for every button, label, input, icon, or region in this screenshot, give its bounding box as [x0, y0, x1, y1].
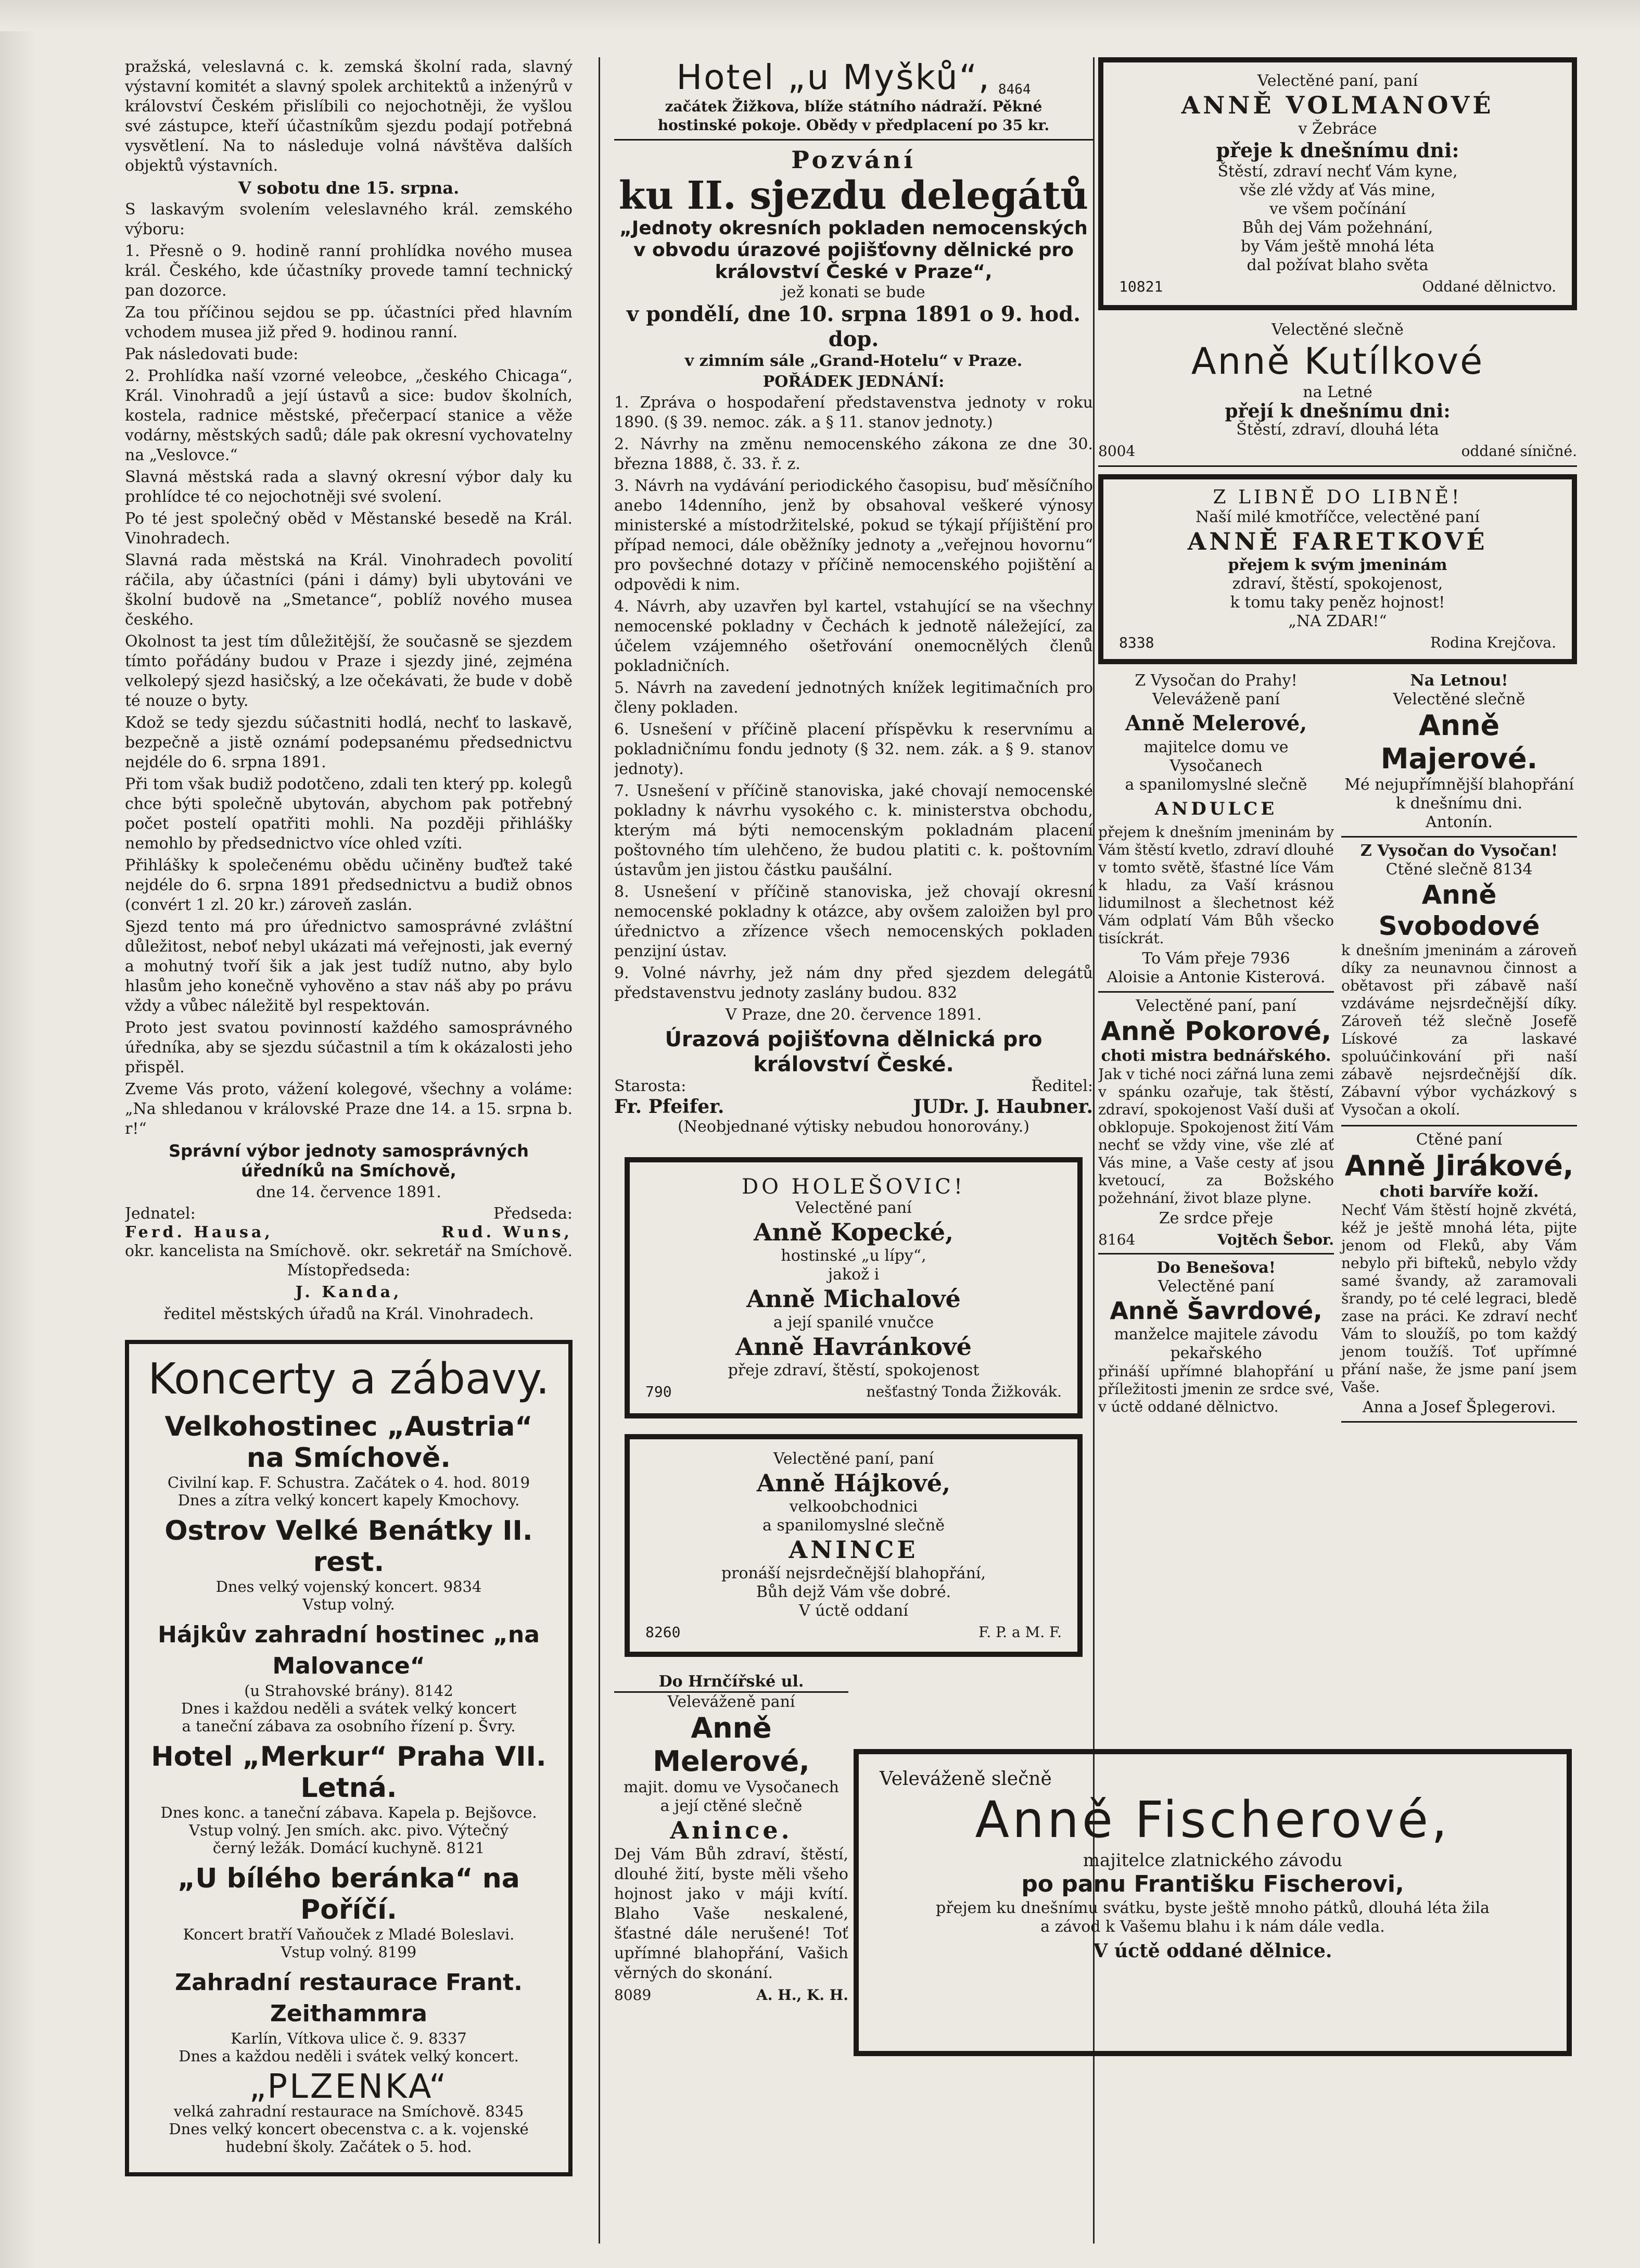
- venue-line: hudební školy. Začátek o 5. hod.: [225, 2138, 472, 2156]
- ad-footer: [614, 1986, 848, 2004]
- ad-body: k dnešním jmeninám a zároveň díky za neunavnou činnost a obětavost při zábavě naší vzdáváme nejsrdečnější díky. Zároveň též slečně Josefě Lískové za laskavé spoluúčinkování při naší zábavě nejsrdečnější dík. Zábavní výbor vycházkový s Vysočan a okolí.: [1341, 942, 1577, 1118]
- invitation: [614, 141, 1093, 1136]
- ad-line: a spanilomyslné slečně: [1125, 776, 1307, 794]
- ad-line: přejem ku dnešnímu svátku, byste ještě mnoho pátků, dlouhá léta žila: [936, 1899, 1490, 1917]
- ad-verse: vše zlé vždy ať Vás mine,: [1239, 181, 1436, 199]
- venue-line: Dnes velký vojenský koncert. 9834: [215, 1578, 482, 1595]
- venue-line: Dnes velký koncert obecenstva c. a k. vojenské: [169, 2120, 529, 2138]
- ad-line: Veleváženě paní: [667, 1693, 795, 1711]
- title-predseda: okr. sekretář na Smíchově.: [360, 1242, 573, 1260]
- venue-name: „PLZENKA“: [249, 2068, 449, 2106]
- venue-name: Hotel „Merkur“ Praha VII. Letná.: [151, 1741, 546, 1804]
- ad-volmanova: [1098, 57, 1577, 310]
- signature-org: Správní výbor jednoty samosprávných úředníků na Smíchově,: [169, 1141, 529, 1181]
- ad-body: Dej Vám Bůh zdraví, štěstí, dlouhé žití, byste měli všeho hojnost jako v máji kvítí. Blaho Vaše neskalené, šťastné dále nerušené! Toť upřímné blahopřání, Vašich věrných do skonání.: [614, 1845, 848, 1982]
- program-item: 3. Návrh na vydávání periodického časopisu, buď měsíčního anebo 14denního, jenž by obsahoval veškeré výnosy ministerské a místodržitelské, pokud se týkají příjištění pro případ nemoci, dále oběžníky jednoty a „veřejnou hovornu“ pro povšechné dotazy v příčině nemocenského pojištění a odpovědi k nim.: [614, 477, 1093, 594]
- ad-line: a její spanilé vnučce: [773, 1313, 934, 1332]
- ad-line: přeje zdraví, štěstí, spokojenost: [728, 1361, 980, 1379]
- ad-number: 8260: [645, 1624, 681, 1641]
- venue-name: „U bílého beránka“ na Poříčí.: [177, 1863, 520, 1925]
- program-item: 4. Návrh, aby uzavřen byl kartel, vstahující se na všechny nemocenské pokladny v Čechách k jednotě náležející, za účelem vzájemného ošetřování onemocnělých členů pokladničních.: [614, 598, 1093, 675]
- hotel-line-1: začátek Žižkova, blíže státního nádraží. Pěkné: [665, 98, 1043, 115]
- role-starosta: Starosta:: [614, 1077, 686, 1095]
- ad-name: Anně Melerové,: [653, 1712, 810, 1778]
- ad-verse: Bůh dej Vám požehnání,: [1242, 219, 1433, 237]
- hotel-line-2: hostinské pokoje. Obědy v předplacení po 35 kr.: [657, 117, 1050, 134]
- venue-line: Dnes i každou neděli a svátek velký koncert: [181, 1700, 517, 1717]
- ad-line: majitelce zlatnického závodu: [1083, 1850, 1343, 1871]
- ad-majerova: [1341, 671, 1577, 838]
- ad-name: Anně Pokorové,: [1101, 1016, 1331, 1046]
- column-rule-1: [599, 57, 600, 2244]
- program-item: 1. Zpráva o hospodaření představenstva jednoty v roku 1890. (§ 39. nemoc. zák. a § 11. stanov jednoty.): [614, 394, 1093, 432]
- ad-line: přejem k svým jmeninám: [1228, 556, 1447, 574]
- ad-footer: [1098, 1231, 1334, 1249]
- ad-signature: Antonín.: [1426, 813, 1493, 831]
- ad-line: Velectěné paní: [1158, 1277, 1275, 1296]
- paragraph-6: Slavná městská rada a slavný okresní výbor daly ku prohlídce té co nejochotněji své svolení.: [125, 468, 573, 506]
- ad-line: a její ctěné slečně: [660, 1797, 803, 1815]
- ad-line: zdraví, štěstí, spokojenost,: [1232, 575, 1443, 593]
- name-jednatel: Ferd. Hausa,: [125, 1223, 273, 1241]
- venue-line: Vstup volný. 8199: [281, 1943, 417, 1961]
- venue-plzenka: [142, 2068, 556, 2156]
- venue-line: černý ležák. Domácí kuchyně. 8121: [212, 1839, 485, 1857]
- program-item: 8. Usnešení v příčině stanoviska, jež chovají okresní nemocenské pokladny k otázce, aby ovšem zaloižen byl pro úřednictvo a zřízence všech nemocenských pokladen penzijní ústav.: [614, 883, 1093, 960]
- venue-line: Koncert bratří Vaňouček z Mladé Boleslavi.: [183, 1925, 515, 1943]
- ad-line: Veleváženě slečně: [880, 1768, 1052, 1790]
- hotel-name: Hotel „u Myšků“,: [676, 57, 991, 97]
- invitation-note: (Neobjednané výtisky nebudou honorovány.): [678, 1118, 1029, 1136]
- ad-line: Velectěné paní, paní: [773, 1450, 934, 1468]
- invitation-venue: v zimním sále „Grand-Hotelu“ v Praze.: [684, 352, 1023, 370]
- ad-footer: [1098, 442, 1577, 460]
- ad-line: k tomu taky peněz hojnost!: [1230, 593, 1445, 612]
- ad-kutilkova: [1098, 318, 1577, 467]
- venue-line: Dnes a každou neděli i svátek velký koncert.: [179, 2047, 519, 2065]
- ad-line: Ctěné slečně 8134: [1385, 860, 1533, 879]
- ad-number: 10821: [1119, 278, 1163, 295]
- ad-melerova-2: [1098, 671, 1334, 993]
- name-predseda: Rud. Wuns,: [441, 1223, 573, 1241]
- invitation-date: v pondělí, dne 10. srpna 1891 o 9. hod. dop.: [626, 302, 1081, 351]
- ad-name: Anně Hájkové,: [756, 1469, 951, 1497]
- vice-title: ředitel městských úřadů na Král. Vinohradech.: [163, 1305, 534, 1323]
- ad-line: v Žebráce: [1298, 120, 1377, 138]
- venue-line: velká zahradní restaurace na Smíchově. 8345: [173, 2102, 524, 2120]
- ad-number: 8338: [1119, 634, 1154, 651]
- venue-name: Velkohostinec „Austria“ na Smíchově.: [164, 1411, 533, 1474]
- ad-number: 8004: [1098, 442, 1136, 460]
- ad-signature: F. P. a M. F.: [978, 1624, 1062, 1641]
- ad-signature: A. H., K. H.: [756, 1986, 848, 2004]
- ad-name: Anně Šavrdové,: [1110, 1297, 1323, 1325]
- ad-signature: Rodina Krejčova.: [1430, 634, 1556, 651]
- ad-name: Anince.: [670, 1816, 793, 1844]
- page-edge-top: [0, 0, 1640, 31]
- ads-grid: [1098, 671, 1577, 1423]
- ad-verse: ve všem počínání: [1269, 200, 1406, 218]
- ad-line: Velectěné paní: [795, 1199, 912, 1217]
- venue-malovanka: [142, 1619, 556, 1735]
- ad-name: ANDULCE: [1154, 799, 1278, 819]
- venue-beranek: [142, 1863, 556, 1961]
- ad-name: Anně Svobodové: [1378, 880, 1540, 941]
- ad-signature: oddané síničné.: [1461, 442, 1577, 460]
- ad-line: manželce majitele závodu pekařského: [1114, 1325, 1318, 1362]
- ad-line: Ze srdce přeje: [1159, 1209, 1274, 1227]
- ad-fischerova: [854, 1749, 1572, 2056]
- ad-body: Nechť Vám štěstí hojně zkvétá, kéž je ještě mnohá léta, pijte jenom od Fleků, aby Vám nebylo při bifteků, nebylo vždy samé švandy, až zaramovali šrandy, po té celé legraci, bledě zase na práci. Ke zdraví nechť Vám to sloužíš, po tom každý jenom toužíš. Toť upřímné přání naše, že jsme paní jsem Vaše.: [1341, 1201, 1577, 1396]
- ad-verse: dal požívat blaho světa: [1247, 256, 1429, 274]
- ad-name: Anně Fischerové,: [975, 1791, 1451, 1849]
- hotel-number: 8464: [998, 82, 1031, 97]
- ad-holesovice-title: DO HOLEŠOVIC!: [742, 1175, 965, 1199]
- ad-line: na Letné: [1303, 383, 1372, 401]
- ad-head: Z Vysočan do Prahy!: [1135, 671, 1298, 690]
- ad-line: a závod k Vašemu blahu i k nám dále vedla.: [1040, 1918, 1385, 1936]
- paragraph-8: Slavná rada městská na Král. Vinohradech povolití ráčila, aby účastníci (páni i dámy) byli ubytováni ve školní budově na „Smetance“, poblíž nového musea českého.: [125, 551, 573, 629]
- ad-line: V úctě oddaní: [799, 1602, 908, 1620]
- ad-line: Naší milé kmotříčce, velectěné paní: [1196, 508, 1480, 526]
- venue-merkur: [142, 1741, 556, 1857]
- ad-name: Anně Kopecké,: [753, 1218, 954, 1246]
- ad-line: Bůh dejž Vám vše dobré.: [756, 1583, 951, 1601]
- program-item: 7. Usnešení v příčině stanoviska, jaké chovají nemocenské pokladny k návrhu vysokého c. k. ministerstva obchodu, kterým má býti nemocenským pokladnám placení poštovného tím ulehčeno, že budou platiti c. k. poštovním ústavům jen jistou částku paušální.: [614, 782, 1093, 879]
- ad-head: Z LIBNĚ DO LIBNĚ!: [1213, 487, 1463, 508]
- paragraph-3: Za tou příčinou sejdou se pp. účastníci před hlavním vchodem musea již před 9. hodinou ranní.: [125, 303, 573, 341]
- signature-roles: [125, 1205, 573, 1223]
- paragraph-15: Zveme Vás proto, vážení kolegové, všechny a voláme: „Na shledanou v královské Praze dne 14. a 15. srpna b. r!“: [125, 1080, 573, 1138]
- venue-line: (u Strahovské brány). 8142: [244, 1682, 453, 1700]
- ad-line: a spanilomyslné slečně: [762, 1516, 945, 1535]
- paragraph-5: 2. Prohlídka naší vzorné veleobce, „českého Chicaga“, Král. Vinohradů a její ústavů a sice: budov školních, kostela, radnice městské, přečerpací stanice a věže vodárny, městských sadů; dále pak okresní vychovatelny na „Veslovce.“: [125, 367, 573, 464]
- ad-line: Veleváženě paní: [1152, 690, 1280, 708]
- invitation-jednoty: „Jednoty okresních pokladen nemocenských v obvodu úrazové pojišťovny dělnické pro království České v Praze“,: [619, 218, 1088, 283]
- ad-line: choti barvíře koží.: [1379, 1183, 1539, 1201]
- ad-body: Jak v tiché noci zářná luna zemi v spánku ozařuje, tak štěstí, zdraví, spokojenost Vaší duši ať obklopuje. Spokojenost žití Vám nechť se vždy vine, vše zlé ať Vás mine, a Vaše cesty ať jsou kvetoucí, za Božského požehnání, život blaze plyne.: [1098, 1066, 1334, 1207]
- concerts-box: [125, 1340, 573, 2176]
- column-left: [125, 57, 573, 2244]
- ad-footer: [645, 1624, 1062, 1641]
- invitation-pozvani: Pozvání: [791, 146, 916, 174]
- paragraph-1: S laskavým svolením veleslavného král. zemského výboru:: [125, 200, 573, 238]
- vice-name: J. Kanda,: [295, 1283, 402, 1301]
- ad-verse: by Vám ještě mnohá léta: [1240, 237, 1435, 256]
- invitation-sjezd: ku II. sjezdu delegátů: [618, 173, 1089, 218]
- ad-number: 8164: [1098, 1231, 1136, 1248]
- paragraph-7: Po té jest společný oběd v Městanské besedě na Král. Vinohradech.: [125, 510, 573, 548]
- program-title: POŘÁDEK JEDNÁNÍ:: [762, 373, 945, 391]
- name-starosta: Fr. Pfeifer.: [614, 1096, 724, 1118]
- ad-line: Velectěné paní, paní: [1136, 997, 1296, 1015]
- hotel-ad: [614, 57, 1093, 141]
- paragraph-4: Pak následovati bude:: [125, 345, 299, 363]
- ad-line: přeje k dnešnímu dni:: [1216, 138, 1459, 162]
- ad-savrdova: [1098, 1255, 1334, 1422]
- signature-titles: [125, 1242, 573, 1261]
- pojistovna-names: [614, 1096, 1093, 1118]
- venue-line: Dnes konc. a taneční zábava. Kapela p. Bejšovce.: [160, 1804, 537, 1821]
- paragraph-10: Kdož se tedy sjezdu súčastniti hodlá, nechť to laskavě, bezpečně a jistě oznámí podepsanému předsednictvu nejdéle do 6. srpna 1891.: [125, 714, 573, 771]
- venue-austria: [142, 1411, 556, 1509]
- ad-line: choti mistra bednářského.: [1101, 1047, 1331, 1065]
- ad-footer: [1119, 634, 1556, 652]
- program-item: 5. Návrh na zavedení jednotných knížek legitimačních pro členy pokladen.: [614, 679, 1093, 717]
- ad-number: 8089: [614, 1986, 652, 2004]
- ad-footer: [1119, 278, 1556, 296]
- signature-names: [125, 1223, 573, 1242]
- ad-line: „NA ZDAR!“: [1288, 612, 1387, 630]
- ad-body: přináší upřímné blahopřání u příležitosti jmenin ze srdce své, v úctě oddané dělnictvo.: [1098, 1363, 1334, 1415]
- venue-line: Civilní kap. F. Schustra. Začátek o 4. hod. 8019: [167, 1474, 530, 1491]
- venue-line: Vstup volný. Jen smích. akc. pivo. Výtečný: [189, 1821, 508, 1839]
- ad-name: Anně Havránkové: [735, 1333, 972, 1361]
- paragraph-14: Proto jest svatou povinností každého samosprávného úředníka, aby se sjezdu súčastnil a tím k okázalosti jeho přispěl.: [125, 1019, 573, 1076]
- ad-body: přejem k dnešním jmeninám by Vám štěstí kvetlo, zdraví dlouhé v tomto světě, šťastné líce Vám k hladu, za Vaší krásnou lidumilnost a šlechetnost kéž Vám odplatí Vám Bůh všecko tisíckrát.: [1098, 823, 1334, 947]
- ads-grid-left: [1098, 671, 1334, 1423]
- venue-name: Ostrov Velké Benátky II. rest.: [164, 1515, 533, 1578]
- venue-line: a taneční zábava za osobního řízení p. Švry.: [182, 1717, 516, 1735]
- ad-footer: [645, 1383, 1062, 1401]
- venue-line: Vstup volný.: [302, 1595, 395, 1613]
- ad-holesovice: [625, 1157, 1083, 1418]
- ad-faretkova: [1098, 474, 1577, 664]
- ad-name: Anně Melerové,: [1125, 711, 1307, 736]
- ad-signature: Aloisie a Antonie Kisterová.: [1107, 968, 1326, 986]
- ad-signature: V úctě oddané dělnice.: [1093, 1940, 1332, 1962]
- ad-head: Na Letnou!: [1410, 671, 1508, 690]
- ad-signature: Oddané dělnictvo.: [1422, 278, 1556, 295]
- ad-line: velkoobchodnici: [789, 1498, 918, 1516]
- ad-name: Anně Michalové: [746, 1285, 961, 1313]
- ad-melerova: [614, 1673, 848, 2004]
- ad-signature: nešťastný Tonda Žižkovák.: [866, 1383, 1062, 1400]
- ad-line: po panu Františku Fischerovi,: [1021, 1871, 1404, 1897]
- paragraph-9: Okolnost ta jest tím důležitější, že současně se sjezdem tímto pořádány budou v Praze i sjezdy jiné, zejména velkolepý sjezd hasičský, a lze očekávati, že bude v době té nouze o byty.: [125, 632, 573, 710]
- paragraph-11: Při tom však budiž podotčeno, zdali ten který pp. kolegů chce býti společně ubytován, abychom pak potřebný počet postelí opatřiti mohli. Na později přihlášky nemohlo by předsednictvo více ohled vzíti.: [125, 775, 573, 853]
- invitation-jez: jež konati se bude: [782, 283, 925, 301]
- ad-line: pronáší nejsrdečnější blahopřání,: [721, 1564, 986, 1582]
- role-jednatel: Jednatel:: [125, 1205, 196, 1223]
- ad-body: Mé nejupřímnější blahopřání k dnešnímu dni.: [1344, 776, 1574, 813]
- program-item: 6. Usnešení v příčině placení příspěvku k reservnímu a pokladničnímu fondu jednoty (§ 32. nem. zák. a § 9. stanov jednoty).: [614, 720, 1093, 778]
- ad-line: Ctěné paní: [1416, 1131, 1503, 1149]
- ad-hajkova: [625, 1434, 1083, 1657]
- ad-line: Velectěné paní, paní: [1257, 72, 1418, 90]
- venue-line: Karlín, Vítkova ulice č. 9. 8337: [231, 2030, 467, 2047]
- ad-line: majitelce domu ve Vysočanech: [1143, 738, 1289, 775]
- ad-name: ANNĚ VOLMANOVÉ: [1181, 91, 1494, 119]
- ad-head: Do Hrnčířské ul.: [614, 1673, 848, 1693]
- title-jednatel: okr. kancelista na Smíchově.: [125, 1242, 351, 1260]
- ad-number: 790: [645, 1383, 672, 1400]
- ad-signature: Anna a Josef Šplegerovi.: [1362, 1398, 1556, 1416]
- ad-name: ANNĚ FARETKOVÉ: [1187, 527, 1488, 555]
- ad-name: Anně Majerové.: [1380, 709, 1538, 775]
- ad-line: hostinské „u lípy“,: [781, 1247, 926, 1265]
- signature-date: dne 14. července 1891.: [256, 1183, 441, 1201]
- ad-name: Anně Kutílkové: [1191, 340, 1484, 383]
- intro-paragraph: pražská, veleslavná c. k. zemská školní rada, slavný výstavní komitét a slavný spolek architektů a inženýrů v království Českém přislíbili co nejochotněji, že vyšlou své zástupce, kteří účastníkům sjezdu podají potřebná vysvětlení. Na to následuje volná návštěva dalších objektů výstavních.: [125, 58, 573, 175]
- venue-name: Hájkův zahradní hostinec „na Malovance“: [158, 1621, 540, 1679]
- page-edge-left: [0, 0, 36, 2268]
- ad-name: Anně Jirákové,: [1344, 1149, 1574, 1182]
- ad-signature: Vojtěch Šebor.: [1217, 1231, 1334, 1248]
- program-item: 9. Volné návrhy, jež nám dny před sjezdem delegátů představenstvu jednoty zaslány budou. 832: [614, 964, 1093, 1002]
- ad-head: Do Benešova!: [1156, 1259, 1276, 1277]
- ad-line: Štěstí, zdraví, dlouhá léta: [1236, 421, 1439, 439]
- venue-line: Dnes a zítra velký koncert kapely Kmochovy.: [177, 1491, 520, 1509]
- date-heading: V sobotu dne 15. srpna.: [238, 178, 460, 198]
- ad-svobodova: [1341, 838, 1577, 1126]
- ad-line: Velectěné slečně: [1393, 690, 1525, 708]
- ad-jirakova: [1341, 1126, 1577, 1423]
- ad-head: Z Vysočan do Vysočan!: [1360, 842, 1558, 860]
- ad-line: majit. domu ve Vysočanech: [624, 1778, 839, 1796]
- venue-name: Zahradní restaurace Frant. Zeithammra: [175, 1969, 523, 2027]
- venue-zeithammr: [142, 1967, 556, 2065]
- ad-line: Velectěné slečně: [1272, 321, 1404, 339]
- role-reditel: Ředitel:: [1031, 1077, 1093, 1095]
- pojistovna-name: Úrazová pojišťovna dělnická pro království České.: [665, 1028, 1043, 1076]
- paragraph-2: 1. Přesně o 9. hodině ranní prohlídka nového musea král. Českého, kde účastníky provede tamní technický pan dozorce.: [125, 242, 573, 300]
- ad-verse: Štěstí, zdraví nechť Vám kyne,: [1217, 162, 1458, 181]
- pojistovna-roles: [614, 1077, 1093, 1096]
- vice-role: Místopředseda:: [287, 1261, 411, 1279]
- ad-line: To Vám přeje 7936: [1142, 949, 1290, 968]
- role-predseda: Předseda:: [493, 1205, 573, 1223]
- program-item: 2. Návrhy na změnu nemocenského zákona ze dne 30. března 1888, č. 33. ř. z.: [614, 435, 1093, 473]
- name-reditel: JUDr. J. Haubner.: [913, 1096, 1093, 1118]
- venue-benatky: [142, 1515, 556, 1613]
- program-date: V Praze, dne 20. července 1891.: [725, 1006, 982, 1024]
- ad-line: jakož i: [828, 1265, 880, 1284]
- paragraph-12: Přihlášky k společenému obědu učiněny buďtež také nejdéle do 6. srpna 1891 předsednictvu a budiž obnos (convért 1 zl. 20 kr.) zároveň zaslán.: [125, 856, 573, 914]
- ads-grid-right: [1341, 671, 1577, 1423]
- ad-name: ANINCE: [789, 1536, 919, 1564]
- paragraph-13: Sjezd tento má pro úřednictvo samosprávné zvláštní důležitost, neboť nebyl ukázati má veřejnosti, jak everný a mohutný tvoří šik a jak jest tudíž nutno, aby bylo hlasům jeho konečně vyhověno a stav náš aby po právu vždy a vůbec náležitě byl respektován.: [125, 918, 573, 1015]
- ad-pokorova: [1098, 993, 1334, 1255]
- ad-line: přejí k dnešnímu dni:: [1225, 400, 1451, 422]
- concerts-title: Koncerty a zábavy.: [148, 1354, 550, 1404]
